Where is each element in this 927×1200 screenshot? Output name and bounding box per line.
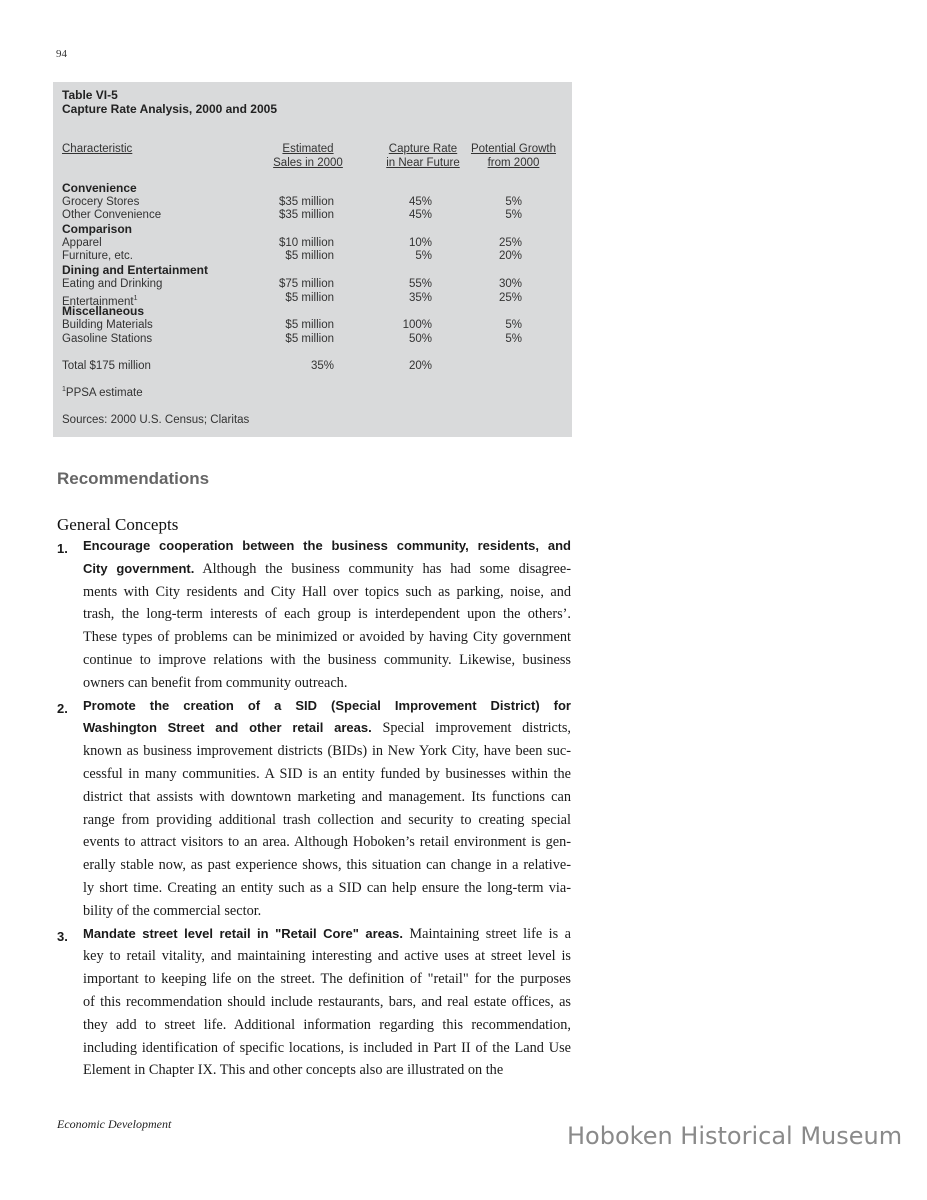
growth-cell: 5% <box>505 332 522 345</box>
recommendation-list <box>57 538 571 1085</box>
text-line <box>83 903 571 926</box>
table-title <box>62 88 277 116</box>
capture-cell: 55% <box>408 277 432 290</box>
line-text: Special improvement districts, <box>371 720 571 737</box>
total-label: Total $175 million <box>62 360 151 372</box>
line-text: key to retail vitality, and maintaining interesting and active uses at street level is <box>83 948 571 965</box>
table-category-row <box>62 305 542 319</box>
text-line <box>83 1017 571 1040</box>
table-row <box>62 278 542 292</box>
row-name: Apparel <box>62 236 102 249</box>
line-text: bility of the commercial sector. <box>83 902 262 919</box>
text-line <box>83 926 571 949</box>
text-line <box>83 743 571 766</box>
row-name: Furniture, etc. <box>62 250 133 263</box>
table-label: Table VI-5 <box>62 88 118 102</box>
growth-cell: 25% <box>498 291 522 304</box>
subsection-title: General Concepts <box>57 515 179 534</box>
row-name: Other Convenience <box>62 209 162 222</box>
sales-cell: $5 million <box>285 250 334 263</box>
capture-cell: 45% <box>408 209 432 222</box>
text-line <box>83 584 571 607</box>
text-line <box>83 561 571 584</box>
text-line <box>83 606 571 629</box>
text-line <box>83 1062 571 1085</box>
row-name: Grocery Stores <box>62 195 140 208</box>
text-line <box>83 880 571 903</box>
recommendation-item <box>57 538 571 698</box>
table-row <box>62 250 542 264</box>
text-line <box>83 948 571 971</box>
recommendation-item <box>57 698 571 926</box>
header-line: Characteristic <box>62 143 133 155</box>
growth-cell: 5% <box>505 209 522 222</box>
text-line <box>83 834 571 857</box>
header-line: Potential Growth <box>470 143 556 155</box>
page-footer: Economic Development <box>57 1117 172 1131</box>
table-body <box>62 182 542 346</box>
recommendation-item <box>57 926 571 1086</box>
item-number: 3. <box>57 928 68 944</box>
sales-cell: $75 million <box>279 277 334 290</box>
category-label: Comparison <box>62 222 133 237</box>
sales-cell: $35 million <box>279 195 334 208</box>
capture-cell: 45% <box>408 195 432 208</box>
category-label: Miscellaneous <box>62 304 145 319</box>
text-line <box>83 789 571 812</box>
header-line: from 2000 <box>487 157 540 169</box>
text-line <box>83 857 571 880</box>
line-text: These types of problems can be minimized or avoided by having City government <box>83 629 571 646</box>
growth-cell: 5% <box>505 195 522 208</box>
line-text: range from providing additional trash collection and security to creating special <box>83 811 571 828</box>
line-text: Although the business community has had some disagree- <box>194 560 571 577</box>
category-label: Dining and Entertainment <box>62 263 209 278</box>
bold-lead: Washington Street and other retail areas. <box>83 720 372 736</box>
line-text: continue to improve relations with the business community. Likewise, business <box>83 651 571 668</box>
table-category-row <box>62 264 542 278</box>
item-number: 2. <box>57 700 68 716</box>
bold-lead: City government. <box>83 560 195 576</box>
header-line: Capture Rate <box>388 143 458 155</box>
text-line <box>83 994 571 1017</box>
capture-cell: 50% <box>408 332 432 345</box>
header-characteristic <box>62 142 132 156</box>
table-row <box>62 292 542 306</box>
row-label <box>62 196 139 210</box>
growth-cell: 20% <box>498 250 522 263</box>
page-number: 94 <box>56 48 67 60</box>
row-name: Gasoline Stations <box>62 332 153 345</box>
text-line <box>83 538 571 561</box>
sales-cell: $35 million <box>279 209 334 222</box>
line-text: of this recommendation should include restaurants, bars, and real estate offices, as <box>83 993 571 1010</box>
table-row <box>62 333 542 347</box>
capture-rate-table <box>53 82 572 437</box>
bold-lead: Encourage cooperation between the business community, residents, and <box>83 538 571 553</box>
table-footnote <box>62 386 143 399</box>
footnote-ref: 1 <box>133 294 138 302</box>
row-name: Entertainment <box>62 295 134 308</box>
line-text: owners can benefit from community outreach. <box>83 674 348 691</box>
capture-cell: 5% <box>415 250 432 263</box>
line-text: district that assists with downtown marketing and management. Its functions can <box>83 788 571 805</box>
row-label <box>62 319 153 333</box>
growth-cell: 25% <box>498 236 522 249</box>
line-text: Maintaining street life is a <box>402 925 571 942</box>
line-text: ly short time. Creating an entity such as a SID can help ensure the long-term via- <box>83 879 571 896</box>
row-label <box>62 278 162 292</box>
sales-cell: $10 million <box>279 236 334 249</box>
text-line <box>83 766 571 789</box>
header-line: Estimated <box>282 143 334 155</box>
sales-cell: $5 million <box>285 332 334 345</box>
footnote-mark: 1 <box>62 386 66 393</box>
header-estimated-sales <box>263 142 353 170</box>
line-text: events to attract visitors to an area. Although Hoboken’s retail environment is gen- <box>83 834 571 851</box>
row-name: Building Materials <box>62 318 153 331</box>
capture-cell: 10% <box>408 236 432 249</box>
table-row <box>62 209 542 223</box>
text-line <box>83 812 571 835</box>
sales-cell: $5 million <box>285 318 334 331</box>
text-line <box>83 675 571 698</box>
bold-lead: Mandate street level retail in "Retail Core" areas. <box>83 925 403 941</box>
sales-cell: $5 million <box>285 291 334 304</box>
line-text: they add to street life. Additional information regarding this recommendation, <box>83 1016 571 1033</box>
capture-cell: 100% <box>402 318 432 331</box>
line-text: trash, the long-term interests of each group is interdependent upon the others’. <box>83 606 571 623</box>
total-value-2: 20% <box>408 360 432 372</box>
category-label: Convenience <box>62 181 137 195</box>
growth-cell: 5% <box>505 318 522 331</box>
text-line <box>83 971 571 994</box>
line-text: known as business improvement districts (BIDs) in New York City, have been suc- <box>83 743 571 760</box>
watermark: Hoboken Historical Museum <box>567 1122 903 1150</box>
table-row <box>62 319 542 333</box>
growth-cell: 30% <box>498 277 522 290</box>
header-line: in Near Future <box>386 157 460 169</box>
table-total-row <box>62 360 542 374</box>
section-title: Recommendations <box>57 469 210 488</box>
table-sources: Sources: 2000 U.S. Census; Claritas <box>62 414 250 426</box>
table-category-row <box>62 223 542 237</box>
table-row <box>62 196 542 210</box>
row-label <box>62 209 161 223</box>
line-text: important to keeping life on the street. The definition of "retail" for the purposes <box>83 971 571 988</box>
table-row <box>62 237 542 251</box>
table-caption: Capture Rate Analysis, 2000 and 2005 <box>62 102 277 116</box>
total-value-1: 35% <box>310 360 334 372</box>
line-text: cessful in many communities. A SID is an entity funded by businesses within the <box>83 765 571 782</box>
text-line <box>83 629 571 652</box>
line-text: Element in Chapter IX. This and other concepts also are illustrated on the <box>83 1062 504 1079</box>
capture-cell: 35% <box>408 291 432 304</box>
header-potential-growth <box>466 142 561 170</box>
item-number: 1. <box>57 541 68 556</box>
line-text: ments with City residents and City Hall over topics such as parking, noise, and <box>83 583 571 600</box>
line-text: including identification of specific locations, is included in Part II of the Land Use <box>83 1039 571 1056</box>
row-label <box>62 250 133 264</box>
text-line <box>83 720 571 743</box>
header-line: Sales in 2000 <box>273 157 343 169</box>
text-line <box>83 652 571 675</box>
header-capture-rate <box>378 142 468 170</box>
footnote-text: PPSA estimate <box>65 386 143 399</box>
text-line <box>83 698 571 721</box>
line-text: erally stable now, as past experience shows, this situation can change in a relative- <box>83 857 571 874</box>
text-line <box>83 1040 571 1063</box>
table-category-row <box>62 182 542 196</box>
row-label <box>62 237 102 251</box>
row-name: Eating and Drinking <box>62 277 163 290</box>
row-label <box>62 333 152 347</box>
bold-lead: Promote the creation of a SID (Special Improvement District) for <box>83 697 571 713</box>
